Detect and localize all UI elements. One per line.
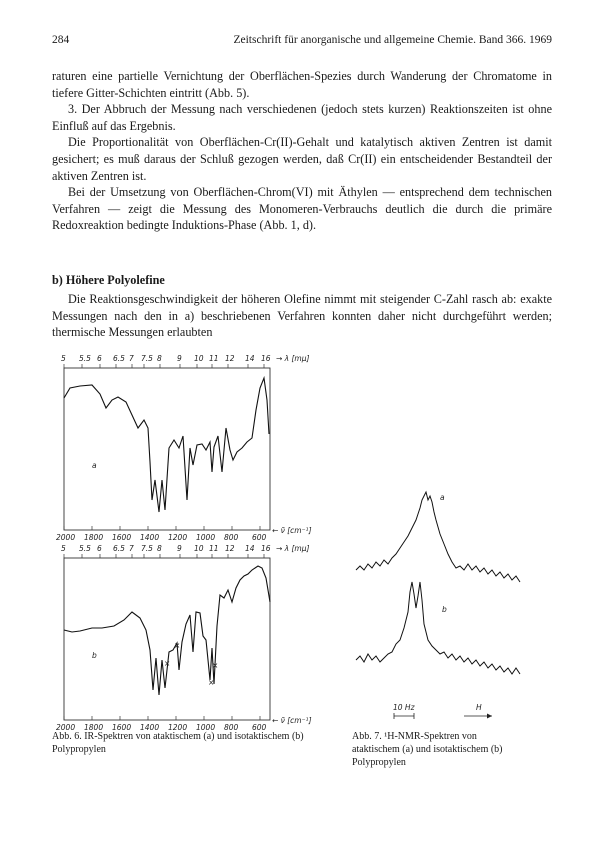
peak-markers: [164, 641, 218, 687]
tick-label: 1000: [196, 723, 216, 732]
tick-label: 10: [194, 544, 204, 553]
tick-label: 9: [177, 544, 182, 553]
tick-label: 6.5: [113, 354, 125, 363]
page-number: 284: [52, 34, 70, 46]
tick-label: 800: [224, 723, 239, 732]
tick-label: 5.5: [79, 544, 91, 553]
tick-label: 7: [129, 354, 134, 363]
tick-label: 1600: [112, 533, 132, 542]
tick-label: 16: [261, 544, 271, 553]
tick-label: 1800: [84, 723, 104, 732]
body-text-top: [52, 68, 552, 234]
tick-label: 6: [97, 354, 102, 363]
tick-label: 600: [252, 723, 267, 732]
wavelength-axis-b: [61, 544, 309, 558]
tick-label: 1600: [112, 723, 132, 732]
tick-label: 2000: [56, 723, 76, 732]
nmr-label-a: a: [440, 493, 445, 502]
wavenumber-axis-a: [56, 526, 267, 542]
paragraph: Bei der Umsetzung von Oberflächen-Chrom(VI) mit Äthylen — entsprechend dem technischen Verfahren — zeigt die Messung des Monomeren-Verbrauchs deutlich die durch die primäre Redoxreaktion bedingte Induktions-Phase (Abb. 1, d).: [52, 185, 552, 233]
tick-label: 7: [129, 544, 134, 553]
ir-spectra-figure: [52, 350, 327, 732]
scale-label: 10 Hz: [393, 703, 415, 712]
tick-label: 2000: [56, 533, 76, 542]
tick-label: 11: [209, 544, 219, 553]
tick-label: 5.5: [79, 354, 91, 363]
tick-label: 1400: [140, 723, 160, 732]
peak-marker: ×: [174, 641, 181, 650]
tick-label: 8: [157, 544, 162, 553]
wavenumber-unit-b: ← ν̃ [cm⁻¹]: [272, 716, 312, 725]
tick-label: 5: [61, 354, 66, 363]
ir-spectrum-b: [64, 566, 270, 695]
body-text-section: [52, 291, 552, 341]
tick-label: 14: [245, 354, 255, 363]
nmr-scale-bar: [393, 703, 416, 719]
wavelength-unit: → λ [mμ]: [276, 544, 310, 553]
field-label: H: [476, 703, 482, 712]
figure-caption-nmr: Abb. 7. ¹H-NMR-Spektren von ataktischem (a) und isotaktischem (b) Polypropylen: [352, 731, 503, 768]
tick-label: 12: [225, 544, 235, 553]
tick-label: 12: [225, 354, 235, 363]
tick-label: 600: [252, 533, 267, 542]
peak-marker: ×: [208, 678, 215, 687]
panel-label-b: b: [92, 651, 97, 660]
field-direction: [464, 703, 492, 719]
tick-label: 8: [157, 354, 162, 363]
tick-label: 6.5: [113, 544, 125, 553]
paragraph: 3. Der Abbruch der Messung nach verschiedenen (jedoch stets kurzen) Reaktionszeiten ist ohne Einfluß auf das Ergebnis.: [52, 102, 552, 133]
tick-label: 1200: [168, 723, 188, 732]
tick-label: 14: [245, 544, 255, 553]
wavelength-unit: → λ [mμ]: [276, 354, 310, 363]
tick-label: 6: [97, 544, 102, 553]
wavelength-axis-a: [61, 354, 309, 368]
wavenumber-unit-a: ← ν̃ [cm⁻¹]: [272, 526, 312, 535]
section-heading: b) Höhere Polyolefine: [52, 273, 165, 287]
tick-label: 7.5: [141, 354, 153, 363]
paragraph: raturen eine partielle Vernichtung der Oberflächen-Spezies durch Wanderung der Chromatome in tiefere Gitter-Schichten eintritt (Abb. 5).: [52, 69, 552, 100]
ir-spectrum-a: [64, 378, 269, 512]
tick-label: 800: [224, 533, 239, 542]
tick-label: 10: [194, 354, 204, 363]
figure-caption-ir: Abb. 6. IR-Spektren von ataktischem (a) und isotaktischem (b) Polypropylen: [52, 731, 304, 755]
tick-label: 1000: [196, 533, 216, 542]
tick-label: 1200: [168, 533, 188, 542]
tick-label: 11: [209, 354, 219, 363]
panel-label-a: a: [92, 461, 97, 470]
tick-label: 1400: [140, 533, 160, 542]
paragraph: Die Reaktionsgeschwindigkeit der höheren Olefine nimmt mit steigender C-Zahl rasch ab: exakte Messungen nach den in a) beschriebenen Verfahren konnten daher nicht durchgeführt werden; thermische Messungen erlaubten: [52, 292, 552, 340]
tick-label: 9: [177, 354, 182, 363]
ir-panel-a: [56, 354, 312, 542]
tick-label: 16: [261, 354, 271, 363]
plot-frame-a: [64, 368, 270, 530]
nmr-spectra-figure: [352, 478, 527, 728]
paragraph: Die Proportionalität von Oberflächen-Cr(II)-Gehalt und katalytisch aktiven Zentren ist damit gesichert; es muß daraus der Schluß gezogen werden, daß Cr(II) ein entscheidender Bestandteil der aktiven Zentren ist.: [52, 135, 552, 183]
journal-title: Zeitschrift für anorganische und allgemeine Chemie. Band 366. 1969: [233, 34, 552, 46]
tick-label: 1800: [84, 533, 104, 542]
running-header: [52, 34, 552, 50]
peak-marker: ×: [164, 659, 171, 668]
ir-panel-b: [56, 544, 312, 732]
nmr-label-b: b: [442, 605, 447, 614]
tick-label: 5: [61, 544, 66, 553]
nmr-spectrum-b: [356, 582, 520, 674]
peak-marker: ×: [212, 661, 219, 670]
nmr-spectrum-a: [356, 492, 520, 582]
tick-label: 7.5: [141, 544, 153, 553]
